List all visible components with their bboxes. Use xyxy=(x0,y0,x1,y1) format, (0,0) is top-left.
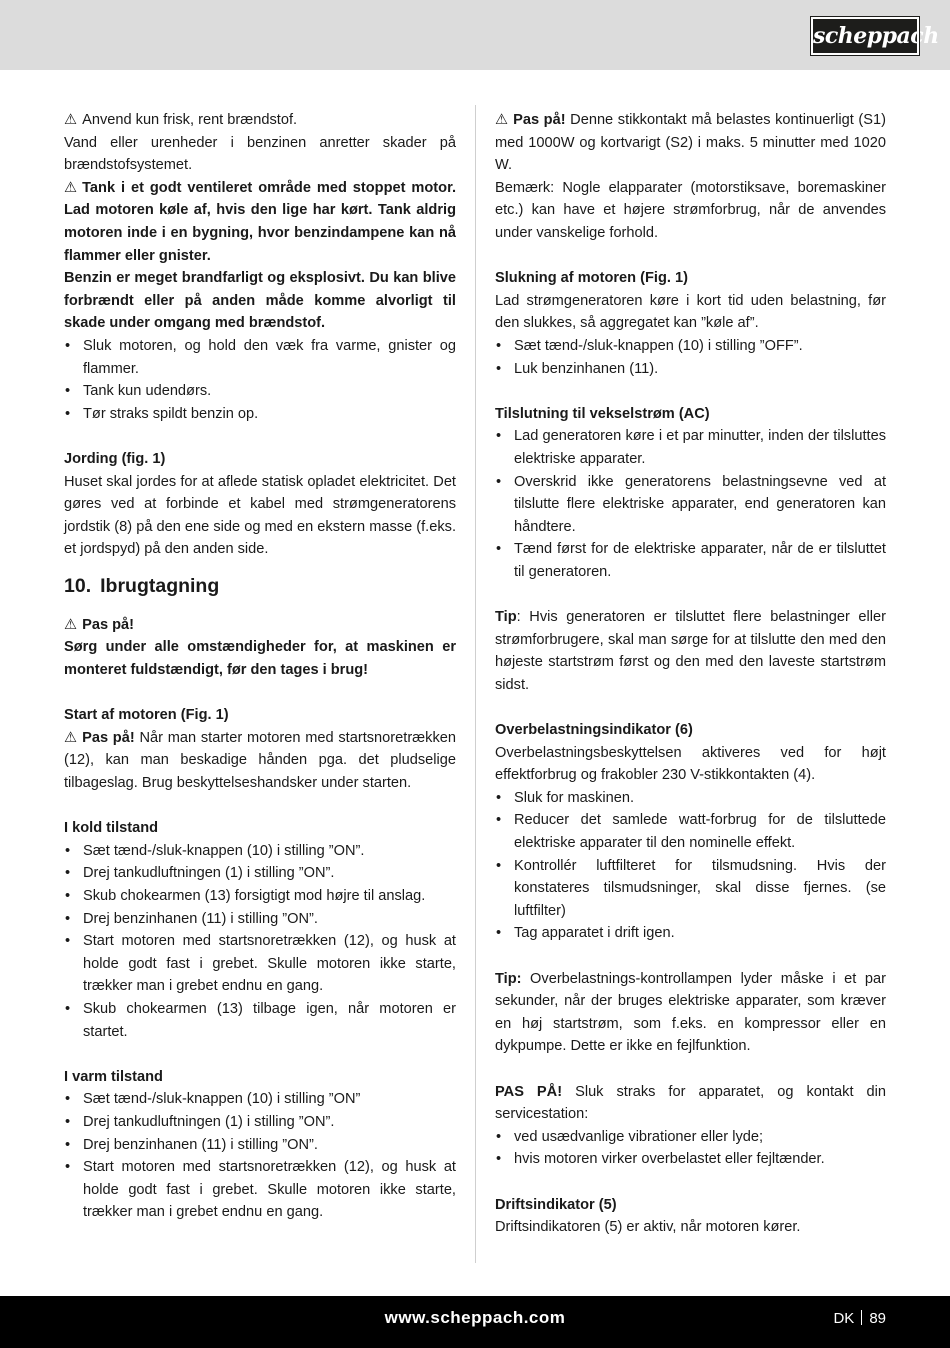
ac-connection-heading: Tilslutning til vekselstrøm (AC) xyxy=(495,405,710,422)
attention-paragraph: PAS PÅ! Sluk straks for apparatet, og kontakt din servicestation: xyxy=(495,1083,886,1123)
list-item: • Sæt tænd-/sluk-knappen (10) i stilling ”ON” xyxy=(64,1088,456,1111)
list-item: • Sluk motoren, og hold den væk fra varme, gnister og flammer. xyxy=(64,335,456,380)
list-item: • Skub chokearmen (13) tilbage igen, når motoren er startet. xyxy=(64,998,456,1043)
fuel-warning-bold2: Benzin er meget brandfarligt og eksplosivt. Du kan blive forbrændt eller på anden måde komme alvorligt til skade under omgang med brændstof. xyxy=(64,270,456,332)
list-item: • Tank kun udendørs. xyxy=(64,380,456,403)
page-number: 89 xyxy=(869,1310,886,1327)
footer-url-link[interactable]: www.scheppach.com xyxy=(384,1308,566,1327)
section-number: 10. xyxy=(64,574,92,597)
list-item: • Tag apparatet i drift igen. xyxy=(495,922,886,945)
divider xyxy=(861,1310,862,1325)
fuel-warning-line1: ⚠ Anvend kun frisk, rent brændstof. xyxy=(64,109,456,132)
warning-triangle-icon: ⚠ xyxy=(64,729,78,746)
list-item: • Start motoren med startsnoretrækken (12), og husk at holde godt fast i grebet. Skulle motoren ikke starte, trækker man i grebet endnu en gang. xyxy=(64,930,456,998)
grounding-heading: Jording (fig. 1) xyxy=(64,450,166,467)
list-item: • Kontrollér luftfilteret for tilsmudsning. Hvis der konstateres tilsmudsninger, skal disse fjernes. (se luftfilter) xyxy=(495,855,886,923)
list-item: • ved usædvanlige vibrationer eller lyde; xyxy=(495,1126,886,1149)
tip-paragraph: Tip: Hvis generatoren er tilsluttet flere belastninger eller strømforbrugere, skal man sørge for at tilslutte den med den højeste startstrøm først og den med den laveste startstrøm sidst. xyxy=(495,609,886,693)
overload-heading: Overbelastningsindikator (6) xyxy=(495,722,693,739)
list-item: • Tør straks spildt benzin op. xyxy=(64,403,456,426)
attention-label: ⚠ Pas på! xyxy=(64,614,456,637)
operation-indicator-text: Driftsindikatoren (5) er aktiv, når motoren kører. xyxy=(495,1219,801,1236)
list-item: • Sluk for maskinen. xyxy=(495,787,886,810)
list-item: • hvis motoren virker overbelastet eller fejltænder. xyxy=(495,1148,886,1171)
fuel-warning-bold1: ⚠ Tank i et godt ventileret område med stoppet motor. Lad motoren køle af, hvis den lige har kørt. Tank aldrig motoren inde i en bygning, hvor benzindampene kan nå flammer eller gnister. xyxy=(64,177,456,267)
warning-triangle-icon: ⚠ xyxy=(64,616,78,633)
scheppach-logo: scheppach xyxy=(811,17,919,55)
warning-triangle-icon: ⚠ xyxy=(64,179,78,196)
column-divider xyxy=(475,105,476,1263)
list-item: • Sæt tænd-/sluk-knappen (10) i stilling ”OFF”. xyxy=(495,335,886,358)
shutdown-text: Lad strømgeneratoren køre i kort tid uden belastning, før den slukkes, så aggregatet kan ”køle af”. xyxy=(495,292,886,332)
list-item: • Start motoren med startsnoretrækken (12), og husk at holde godt fast i grebet. Skulle motoren ikke starte, trækker man i grebet endnu en gang. xyxy=(64,1156,456,1224)
list-item: • Lad generatoren køre i et par minutter, inden der tilsluttes elektriske apparater. xyxy=(495,425,886,470)
page-indicator xyxy=(833,1308,886,1330)
left-column xyxy=(64,109,456,1224)
list-item: • Skub chokearmen (13) forsigtigt mod højre til anslag. xyxy=(64,885,456,908)
list-item: • Overskrid ikke generatorens belastningsevne ved at tilslutte flere elektriske apparater, end generatoren kan håndtere. xyxy=(495,471,886,539)
section-heading xyxy=(64,571,456,601)
header-band xyxy=(0,0,950,70)
warning-triangle-icon: ⚠ xyxy=(64,112,78,128)
warm-state-heading: I varm tilstand xyxy=(64,1068,163,1085)
fuel-warning-line2: Vand eller urenheder i benzinen anretter skader på brændstofsystemet. xyxy=(64,134,456,174)
list-item: • Luk benzinhanen (11). xyxy=(495,358,886,381)
list-item: • Tænd først for de elektriske apparater, når de er tilsluttet til generatoren. xyxy=(495,538,886,583)
language-code: DK xyxy=(833,1310,855,1327)
cold-state-heading: I kold tilstand xyxy=(64,820,159,837)
right-column xyxy=(495,109,886,1239)
overload-text: Overbelastningsbeskyttelsen aktiveres ved for højt effektforbrug og frakobler 230 V-stikkontakten (4). xyxy=(495,744,886,784)
socket-note: Bemærk: Nogle elapparater (motorstiksave, boremaskiner etc.) kan have et højere strømforbrug, når de anvendes under vanskelige forhold. xyxy=(495,179,886,241)
start-engine-warning: ⚠ Pas på! Når man starter motoren med startsnoretrækken (12), kan man beskadige hånden pga. det pludselige tilbageslag. Brug beskyttelseshandsker under starten. xyxy=(64,727,456,795)
warning-triangle-icon: ⚠ xyxy=(495,112,509,128)
list-item: • Drej benzinhanen (11) i stilling ”ON”. xyxy=(64,908,456,931)
socket-warning: ⚠ Pas på! Denne stikkontakt må belastes kontinuerligt (S1) med 1000W og kortvarigt (S2) i maks. 5 minutter med 1020 W. xyxy=(495,109,886,177)
list-item: • Drej tankudluftningen (1) i stilling ”ON”. xyxy=(64,1111,456,1134)
start-engine-heading: Start af motoren (Fig. 1) xyxy=(64,707,229,724)
list-item: • Sæt tænd-/sluk-knappen (10) i stilling ”ON”. xyxy=(64,840,456,863)
operation-indicator-heading: Driftsindikator (5) xyxy=(495,1196,617,1213)
tip-paragraph: Tip: Overbelastnings-kontrollampen lyder måske i et par sekunder, når der bruges elektriske apparater, som kræver en høj startstrøm, som f.eks. en kompressor eller en dykpumpe. Dette er ikke en fejlfunktion. xyxy=(495,970,886,1055)
list-item: • Reducer det samlede watt-forbrug for de tilsluttede elektriske apparater til den nominelle effekt. xyxy=(495,809,886,854)
attention-text: Sørg under alle omstændigheder for, at maskinen er monteret fuldstændigt, før den tages i brug! xyxy=(64,639,456,679)
list-item: • Drej benzinhanen (11) i stilling ”ON”. xyxy=(64,1134,456,1157)
section-title: Ibrugtagning xyxy=(100,574,220,597)
shutdown-heading: Slukning af motoren (Fig. 1) xyxy=(495,270,688,287)
list-item: • Drej tankudluftningen (1) i stilling ”ON”. xyxy=(64,862,456,885)
grounding-text: Huset skal jordes for at aflede statisk opladet elektricitet. Det gøres ved at forbinde et kabel med strømgeneratorens jordstik (8) på den ene side og med en ekstern masse (f.eks. et jordspyd) på den anden side. xyxy=(64,473,456,558)
